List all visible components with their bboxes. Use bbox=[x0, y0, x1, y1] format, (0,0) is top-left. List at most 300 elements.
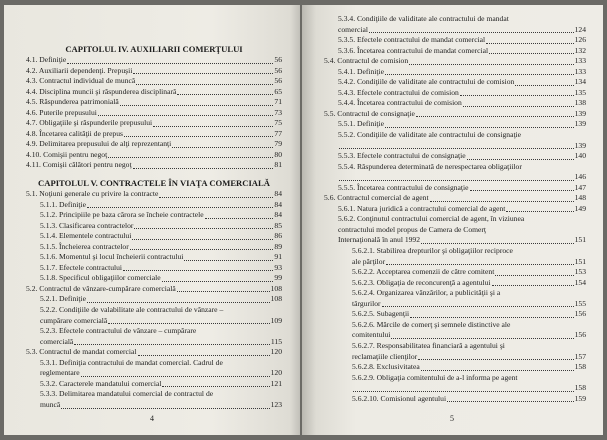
toc-entry-line bbox=[338, 235, 586, 246]
toc-page-number: 84 bbox=[274, 189, 282, 199]
toc-page-number: 138 bbox=[574, 98, 586, 108]
toc-entry bbox=[324, 77, 586, 88]
toc-entry bbox=[26, 129, 282, 140]
toc-entry-title: 5.4.3. Efectele contractului de comision bbox=[338, 87, 459, 97]
dot-leader bbox=[138, 355, 270, 356]
toc-entry-line bbox=[338, 67, 586, 78]
toc-entry-line bbox=[338, 14, 586, 25]
toc-entry-line bbox=[26, 160, 282, 171]
chapter-5-title: CAPITOLUL V. CONTRACTELE ÎN VIAŢA COMERCIALĂ bbox=[38, 178, 270, 189]
toc-entry-line bbox=[40, 273, 282, 284]
dot-leader bbox=[410, 317, 573, 318]
toc-entry-title: 5.3.3. Delimitarea mandatului comercial de contractul de bbox=[40, 389, 214, 399]
toc-entry-title: 4.11. Comişii călători pentru negoţ bbox=[26, 160, 132, 170]
toc-entry-title: 5.6. Contractul comercial de agent bbox=[324, 193, 429, 203]
toc-page-number: 93 bbox=[274, 262, 282, 272]
toc-entry-title: 5.4.2. Condiţiile de validitate ale contractului de comision bbox=[338, 77, 515, 87]
toc-entry-line bbox=[26, 118, 282, 129]
toc-entry-title: 5.3.1. Definiţia contractului de mandat comercial. Cadrul de bbox=[40, 357, 223, 367]
toc-entry bbox=[26, 139, 282, 150]
toc-entry-title: 5.4.4. Încetarea contractului de comision bbox=[338, 98, 462, 108]
toc-entry bbox=[324, 151, 586, 162]
toc-page-number: 80 bbox=[274, 149, 282, 159]
toc-page-number: 157 bbox=[574, 351, 586, 361]
toc-page-number: 56 bbox=[274, 76, 282, 86]
toc-entry bbox=[26, 252, 282, 263]
toc-page-number: 65 bbox=[274, 86, 282, 96]
dot-leader bbox=[172, 147, 273, 148]
toc-entry-line bbox=[26, 150, 282, 161]
toc-entry bbox=[324, 88, 586, 99]
toc-entry bbox=[26, 97, 282, 108]
dot-leader bbox=[382, 306, 574, 307]
toc-page-number: 99 bbox=[274, 273, 282, 283]
toc-page-number: 123 bbox=[270, 399, 282, 409]
toc-entry-title: muncă bbox=[40, 399, 61, 409]
dot-leader bbox=[205, 218, 274, 219]
toc-entry-line bbox=[40, 400, 282, 411]
toc-entry-title: 5.6.2.3. Obligaţia de reconcurenţă a agentului bbox=[352, 277, 491, 287]
toc-entry-title: 5.6.2.1. Stabilirea drepturilor şi obligaţiilor reciproce bbox=[352, 246, 513, 256]
toc-page-number: 126 bbox=[574, 35, 586, 45]
dot-leader bbox=[486, 43, 573, 44]
toc-page-number: 133 bbox=[574, 56, 586, 66]
toc-page-number: 151 bbox=[574, 256, 586, 266]
toc-entry-line bbox=[26, 129, 282, 140]
toc-entry-title: 5.3.6. Încetarea contractului de mandat comercial bbox=[338, 45, 489, 55]
toc-entry-title: 5.6.2.7. Responsabilitatea financiară a agentului şi bbox=[352, 340, 505, 350]
dot-leader bbox=[447, 401, 574, 402]
toc-entry-title: 5.1.8. Specificul obligaţiilor comerciale bbox=[40, 273, 161, 283]
toc-entry-title: 5.5.1. Definiţie bbox=[338, 119, 384, 129]
toc-entry-line bbox=[338, 88, 586, 99]
toc-page-number: 154 bbox=[574, 277, 586, 287]
dot-leader bbox=[87, 207, 273, 208]
toc-entry-title: reclamaţiile clienţilor bbox=[352, 351, 418, 361]
dot-leader bbox=[385, 74, 574, 75]
page-number-right: 5 bbox=[450, 414, 454, 423]
toc-page-number: 71 bbox=[274, 97, 282, 107]
toc-page-number: 115 bbox=[270, 336, 282, 346]
toc-entry-line bbox=[40, 316, 282, 327]
toc-entry bbox=[26, 221, 282, 232]
toc-entry bbox=[324, 119, 586, 130]
toc-entry-line bbox=[338, 225, 586, 236]
toc-page-number: 146 bbox=[574, 172, 586, 182]
toc-entry bbox=[324, 373, 586, 394]
toc-entry-title: 5.1.5. Încheierea contractelor bbox=[40, 241, 129, 251]
dot-leader bbox=[369, 32, 574, 33]
dot-leader bbox=[385, 127, 574, 128]
toc-entry bbox=[26, 55, 282, 66]
toc-entry bbox=[324, 193, 586, 204]
toc-entry-title: Internaţională în anul 1992 bbox=[338, 235, 421, 245]
toc-entry-line bbox=[352, 257, 586, 268]
dot-leader bbox=[81, 376, 270, 377]
toc-entry-line bbox=[352, 309, 586, 320]
toc-entry-line bbox=[26, 189, 282, 200]
dot-leader bbox=[133, 168, 274, 169]
toc-entry-line bbox=[338, 162, 586, 173]
toc-page-number: 134 bbox=[574, 77, 586, 87]
toc-page-number: 56 bbox=[274, 55, 282, 64]
dot-leader bbox=[470, 190, 574, 191]
toc-entry-line bbox=[324, 109, 586, 120]
toc-entry-title: 5.2.3. Efectele contractului de vânzare – cumpărare bbox=[40, 326, 197, 336]
toc-entry-title: târgurilor bbox=[352, 298, 381, 308]
toc-entry-title: 5.1.1. Definiţie bbox=[40, 199, 86, 209]
toc-page-number: 89 bbox=[274, 241, 282, 251]
toc-entry-title: 5.5.2. Condiţiile de validitate ale contractului de consignaţie bbox=[338, 130, 522, 140]
toc-entry-line bbox=[40, 231, 282, 242]
dot-leader bbox=[467, 159, 574, 160]
dot-leader bbox=[108, 323, 269, 324]
toc-entry bbox=[26, 87, 282, 98]
toc-entry-title: 5.6.2.6. Mărcile de comerţ şi semnele distinctive ale bbox=[352, 319, 511, 329]
toc-page-number: 86 bbox=[274, 231, 282, 241]
toc-entry-line bbox=[352, 330, 586, 341]
toc-page-number: 140 bbox=[574, 151, 586, 161]
toc-entry bbox=[324, 35, 586, 46]
toc-entry bbox=[324, 214, 586, 246]
toc-entry-title: 5.1.4. Elementele contractului bbox=[40, 231, 132, 241]
toc-entry-title: 4.7. Obligaţiile şi răspunderile prepusului bbox=[26, 118, 153, 128]
toc-entry-title: 5.5.5. Încetarea contractului de consignaţie bbox=[338, 182, 469, 192]
dot-leader bbox=[87, 302, 270, 303]
toc-entry-line bbox=[338, 35, 586, 46]
dot-leader bbox=[430, 201, 574, 202]
dot-leader bbox=[460, 95, 574, 96]
toc-page-number: 132 bbox=[574, 45, 586, 55]
toc-entry-title: 5.6.2.10. Comisionul agentului bbox=[352, 393, 447, 403]
toc-entry-line bbox=[338, 119, 586, 130]
toc-page-number: 155 bbox=[574, 298, 586, 308]
toc-entry-title: 5.1.7. Efectele contractului bbox=[40, 262, 123, 272]
toc-entry bbox=[324, 46, 586, 57]
toc-entry bbox=[324, 14, 586, 35]
toc-entry-line bbox=[26, 66, 282, 77]
toc-entry-line bbox=[338, 151, 586, 162]
toc-entry bbox=[26, 389, 282, 410]
dot-leader bbox=[492, 285, 574, 286]
toc-entry-title: contractului model propus de Camera de Comerţ bbox=[338, 224, 487, 234]
toc-entry-line bbox=[40, 221, 282, 232]
chapter-5-entries bbox=[26, 189, 282, 410]
toc-entry bbox=[324, 288, 586, 309]
chapter-4-title: CAPITOLUL IV. AUXILIARII COMERŢULUI bbox=[65, 44, 243, 54]
toc-entry-title: 4.2. Auxiliarii dependenţi. Prepuşii bbox=[26, 65, 133, 75]
toc-page-number: 109 bbox=[270, 315, 282, 325]
toc-entry-line bbox=[26, 108, 282, 119]
toc-page-number: 120 bbox=[270, 347, 282, 357]
toc-entry-title: 4.8. Încetarea calităţii de prepus bbox=[26, 128, 123, 138]
toc-left bbox=[26, 43, 282, 411]
toc-entry-line bbox=[324, 56, 586, 67]
toc-page-number: 85 bbox=[274, 220, 282, 230]
dot-leader bbox=[489, 53, 573, 54]
toc-page-number: 139 bbox=[574, 119, 586, 129]
toc-entry-line bbox=[26, 347, 282, 358]
toc-entry-line bbox=[352, 320, 586, 331]
toc-entry-title: comercial bbox=[338, 24, 368, 34]
toc-entry-line bbox=[352, 373, 586, 384]
toc-entry-line bbox=[40, 358, 282, 369]
toc-entry bbox=[324, 162, 586, 183]
toc-entry-line bbox=[40, 326, 282, 337]
dot-leader bbox=[133, 73, 273, 74]
toc-entry-line bbox=[40, 263, 282, 274]
toc-entry-line bbox=[40, 368, 282, 379]
toc-entry-title: 5.4. Contractul de comision bbox=[324, 56, 409, 66]
toc-page-number: 108 bbox=[270, 294, 282, 304]
toc-entry-line bbox=[26, 139, 282, 150]
toc-entry-title: 5.2.2. Condiţiile de valabilitate ale contractului de vânzare – bbox=[40, 305, 224, 315]
dot-leader bbox=[409, 64, 573, 65]
toc-entry bbox=[26, 231, 282, 242]
toc-entry-line bbox=[352, 278, 586, 289]
toc-entry bbox=[26, 358, 282, 379]
toc-entry bbox=[324, 341, 586, 362]
toc-entry bbox=[26, 76, 282, 87]
toc-entry bbox=[324, 320, 586, 341]
toc-entry bbox=[324, 278, 586, 289]
toc-entry-line bbox=[40, 389, 282, 400]
toc-entry-line bbox=[40, 210, 282, 221]
toc-entry-line bbox=[26, 76, 282, 87]
toc-page-number: 139 bbox=[574, 108, 586, 118]
dot-leader bbox=[386, 264, 574, 265]
toc-entry bbox=[26, 200, 282, 211]
dot-leader bbox=[124, 136, 273, 137]
toc-page-number: 135 bbox=[574, 87, 586, 97]
dot-leader bbox=[177, 291, 270, 292]
toc-entry-title: 5.3.4. Condiţiile de validitate ale contractului de mandat bbox=[338, 14, 509, 23]
toc-entry bbox=[26, 326, 282, 347]
dot-leader bbox=[134, 228, 273, 229]
toc-entry-title: 5.3.5. Efectele contractului de mandat comercial bbox=[338, 35, 486, 45]
dot-leader bbox=[153, 126, 273, 127]
dot-leader bbox=[162, 386, 269, 387]
toc-entry bbox=[26, 284, 282, 295]
toc-entry bbox=[324, 309, 586, 320]
dot-leader bbox=[421, 370, 574, 371]
toc-entry bbox=[26, 294, 282, 305]
toc-entry-line bbox=[40, 337, 282, 348]
toc-entry-title: 4.1. Definiţie bbox=[26, 55, 67, 64]
toc-entry-line bbox=[338, 172, 586, 183]
toc-entry bbox=[324, 362, 586, 373]
toc-page-number: 81 bbox=[274, 160, 282, 170]
toc-entry-line bbox=[338, 77, 586, 88]
toc-entry-line bbox=[338, 183, 586, 194]
toc-entry bbox=[324, 67, 586, 78]
toc-entry-line bbox=[40, 305, 282, 316]
toc-entry-title: comitentului bbox=[352, 330, 391, 340]
toc-entry-title: 4.9. Delimitarea prepusului de alţi reprezentanţi bbox=[26, 139, 172, 149]
toc-entry-line bbox=[26, 284, 282, 295]
toc-entry bbox=[26, 305, 282, 326]
toc-entry-line bbox=[40, 379, 282, 390]
toc-entry-title: comercială bbox=[40, 336, 74, 346]
toc-page-number: 56 bbox=[274, 65, 282, 75]
toc-page-number: 120 bbox=[270, 368, 282, 378]
toc-entry-line bbox=[324, 193, 586, 204]
toc-entry-title: 5.3.2. Caracterele mandatului comercial bbox=[40, 378, 162, 388]
dot-leader bbox=[74, 344, 270, 345]
toc-entry-title: cumpărare comercială bbox=[40, 315, 108, 325]
toc-right bbox=[324, 14, 586, 404]
toc-entry-line bbox=[338, 141, 586, 152]
toc-entry-line bbox=[352, 246, 586, 257]
dot-leader bbox=[67, 63, 273, 64]
toc-entry-line bbox=[338, 25, 586, 36]
right-entries bbox=[324, 14, 586, 404]
dot-leader bbox=[418, 359, 573, 360]
toc-entry-line bbox=[352, 352, 586, 363]
toc-entry-line bbox=[40, 242, 282, 253]
toc-entry-title: 5.2.1. Definiţie bbox=[40, 294, 86, 304]
toc-entry-line bbox=[338, 204, 586, 215]
toc-entry bbox=[26, 263, 282, 274]
dot-leader bbox=[130, 249, 274, 250]
dot-leader bbox=[136, 84, 273, 85]
toc-entry-title: 5.5.3. Efectele contractului de consignaţie bbox=[338, 151, 466, 161]
toc-entry-title: 5.6.2.4. Organizarea vânzărilor, a publicităţii şi a bbox=[352, 288, 501, 298]
toc-entry-line bbox=[338, 214, 586, 225]
toc-entry bbox=[324, 394, 586, 405]
toc-page-number: 158 bbox=[574, 362, 586, 372]
toc-entry-line bbox=[338, 98, 586, 109]
gutter-shadow bbox=[290, 5, 300, 435]
toc-entry-title: 5.1. Noţiuni generale cu privire la contracte bbox=[26, 189, 159, 199]
toc-entry-title: 5.1.6. Momentul şi locul încheierii contractului bbox=[40, 252, 184, 262]
toc-entry-title: ale părţilor bbox=[352, 256, 386, 266]
toc-entry-title: 4.3. Contractul individual de muncă bbox=[26, 76, 136, 86]
dot-leader bbox=[463, 106, 574, 107]
toc-entry-line bbox=[352, 341, 586, 352]
toc-page-number: 121 bbox=[270, 378, 282, 388]
toc-page-number: 133 bbox=[574, 66, 586, 76]
toc-page-number: 158 bbox=[574, 383, 586, 393]
toc-entry bbox=[26, 347, 282, 358]
toc-page-number: 149 bbox=[574, 203, 586, 213]
toc-entry-title: 5.5.4. Răspunderea determinată de nerespectarea obligaţiilor bbox=[338, 161, 522, 171]
toc-entry bbox=[26, 160, 282, 171]
toc-entry bbox=[324, 56, 586, 67]
toc-entry-title: 4.4. Disciplina muncii şi răspunderea disciplinară bbox=[26, 86, 177, 96]
dot-leader bbox=[339, 148, 574, 149]
dot-leader bbox=[416, 116, 574, 117]
toc-entry bbox=[26, 379, 282, 390]
gutter-shadow bbox=[302, 5, 316, 435]
dot-leader bbox=[132, 239, 273, 240]
toc-page-number: 124 bbox=[574, 24, 586, 34]
toc-page-number: 73 bbox=[274, 107, 282, 117]
toc-entry-title: 5.6.2.5. Subagenţii bbox=[352, 309, 410, 319]
toc-entry-line bbox=[352, 394, 586, 405]
toc-page-number: 156 bbox=[574, 330, 586, 340]
toc-page-number: 147 bbox=[574, 182, 586, 192]
toc-entry-line bbox=[40, 294, 282, 305]
toc-entry-line bbox=[40, 252, 282, 263]
toc-entry bbox=[324, 98, 586, 109]
toc-entry-line bbox=[352, 288, 586, 299]
chapter-4-entries bbox=[26, 55, 282, 171]
dot-leader bbox=[184, 260, 273, 261]
toc-entry-title: 5.6.2.9. Obligaţia comitentului de a-l informa pe agent bbox=[352, 372, 518, 382]
toc-page-number: 159 bbox=[574, 393, 586, 403]
dot-leader bbox=[177, 94, 273, 95]
toc-entry-title: 4.10. Comişii pentru negoţ bbox=[26, 149, 108, 159]
toc-entry bbox=[26, 118, 282, 129]
toc-entry-title: 4.6. Puterile prepusului bbox=[26, 107, 97, 117]
toc-entry-line bbox=[338, 130, 586, 141]
toc-entry bbox=[26, 108, 282, 119]
toc-entry-line bbox=[40, 200, 282, 211]
toc-entry bbox=[26, 66, 282, 77]
toc-page-number: 77 bbox=[274, 128, 282, 138]
dot-leader bbox=[120, 105, 274, 106]
toc-entry bbox=[26, 150, 282, 161]
toc-page-number: 79 bbox=[274, 139, 282, 149]
dot-leader bbox=[108, 157, 273, 158]
toc-entry-line bbox=[352, 299, 586, 310]
toc-entry-title: 5.6.2. Conţinutul contractului comercial de agent, în viziunea bbox=[338, 214, 525, 224]
toc-entry-title: 5.6.1. Natura juridică a contractului comercial de agent bbox=[338, 203, 506, 213]
toc-entry bbox=[26, 210, 282, 221]
toc-entry-line bbox=[338, 46, 586, 57]
toc-entry bbox=[324, 246, 586, 267]
toc-entry-line bbox=[26, 87, 282, 98]
toc-page-number: 156 bbox=[574, 309, 586, 319]
dot-leader bbox=[391, 338, 573, 339]
toc-entry-title: 4.5. Răspunderea patrimonială bbox=[26, 97, 119, 107]
dot-leader bbox=[162, 281, 274, 282]
dot-leader bbox=[98, 115, 274, 116]
dot-leader bbox=[506, 211, 573, 212]
toc-page-number: 75 bbox=[274, 118, 282, 128]
toc-entry-title: 5.2. Contractul de vânzare-cumpărare comercială bbox=[26, 283, 176, 293]
dot-leader bbox=[421, 243, 574, 244]
toc-entry-line bbox=[352, 267, 586, 278]
toc-entry bbox=[26, 242, 282, 253]
toc-entry-title: 5.5. Contractul de consignaţie bbox=[324, 108, 415, 118]
dot-leader bbox=[61, 408, 269, 409]
dot-leader bbox=[353, 391, 574, 392]
toc-entry bbox=[324, 267, 586, 278]
dot-leader bbox=[515, 85, 573, 86]
toc-entry-line bbox=[26, 55, 282, 66]
toc-entry-title: 5.4.1. Definiţie bbox=[338, 66, 384, 76]
toc-entry-line bbox=[352, 383, 586, 394]
toc-entry-title: 5.1.3. Clasificarea contractelor bbox=[40, 220, 134, 230]
toc-entry-line bbox=[26, 97, 282, 108]
toc-page-number: 151 bbox=[574, 235, 586, 245]
dot-leader bbox=[123, 270, 273, 271]
toc-entry-title: 5.1.2. Principiile pe baza cărora se încheie contractele bbox=[40, 210, 204, 220]
dot-leader bbox=[159, 197, 273, 198]
right-page bbox=[302, 5, 603, 435]
toc-entry bbox=[26, 189, 282, 200]
toc-page-number: 108 bbox=[270, 283, 282, 293]
toc-entry-title: reglementare bbox=[40, 368, 80, 378]
left-page bbox=[4, 5, 300, 435]
page-number-left: 4 bbox=[150, 414, 154, 423]
toc-entry-title: 5.3. Contractul de mandat comercial bbox=[26, 347, 137, 357]
toc-entry-title: 5.6.2.2. Acceptarea comenzii de către comitent bbox=[352, 267, 495, 277]
toc-page-number: 153 bbox=[574, 267, 586, 277]
toc-entry bbox=[324, 183, 586, 194]
